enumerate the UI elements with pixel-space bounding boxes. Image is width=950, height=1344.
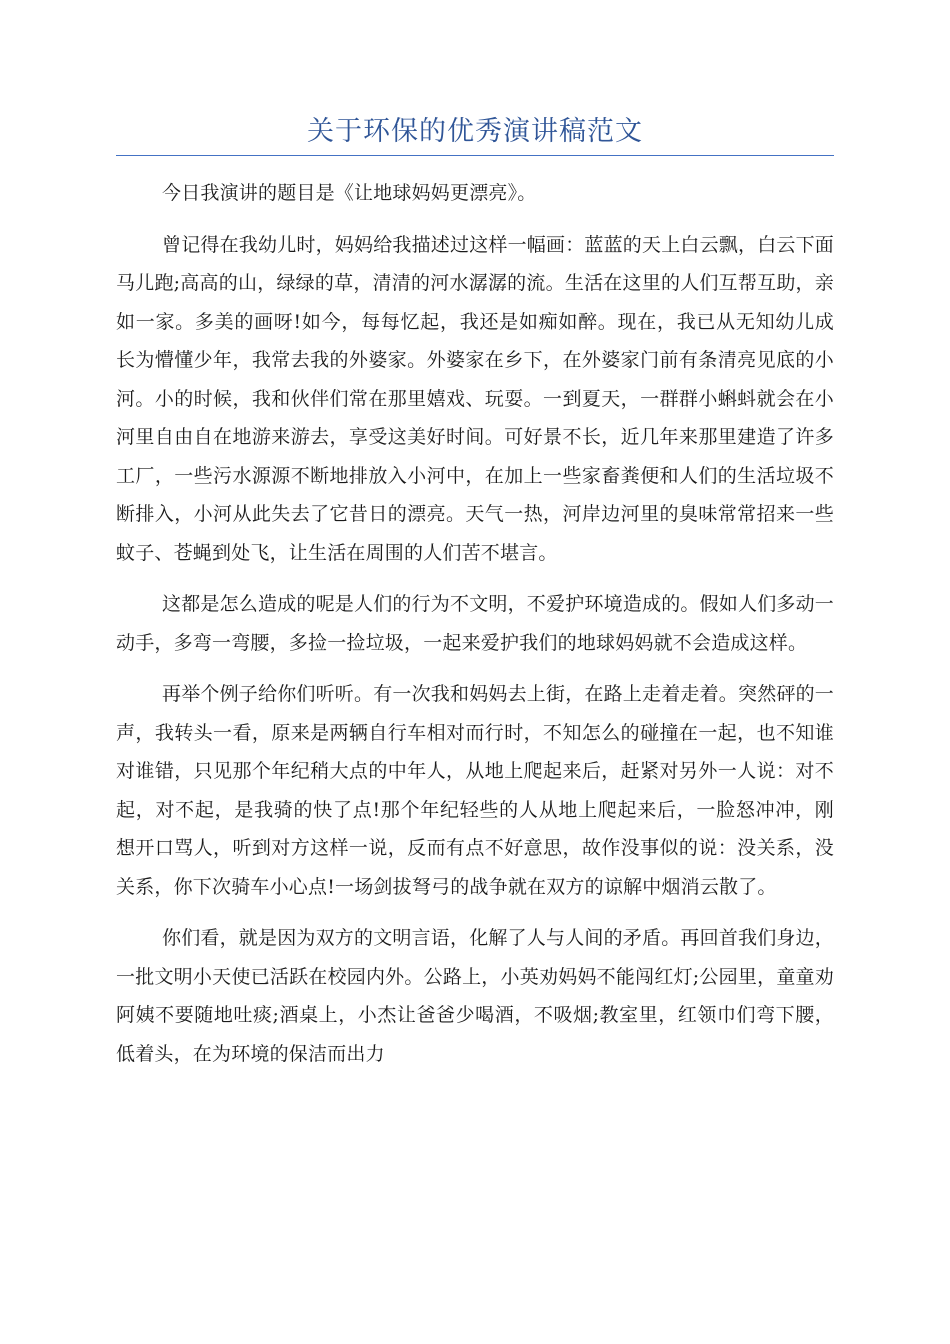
paragraph-1: 今日我演讲的题目是《让地球妈妈更漂亮》。 bbox=[162, 182, 537, 204]
paragraph-3: 这都是怎么造成的呢是人们的行为不文明，不爱护环境造成的。假如人们多动一动手，多弯一弯腰，多捡一捡垃圾，一起来爱护我们的地球妈妈就不会造成这样。 bbox=[116, 593, 835, 654]
document-body bbox=[116, 174, 834, 1086]
document-title: 关于环保的优秀演讲稿范文 bbox=[307, 116, 643, 147]
paragraph-4: 再举个例子给你们听听。有一次我和妈妈去上街，在路上走着走着。突然砰的一声，我转头一看，原来是两辆自行车相对而行时，不知怎么的碰撞在一起，也不知谁对谁错，只见那个年纪稍大点的中年人，从地上爬起来后，赶紧对另外一人说：对不起，对不起，是我骑的快了点!那个年纪轻些的人从地上爬起来后，一脸怒冲冲，刚想开口骂人，听到对方这样一说，反而有点不好意思，故作没事似的说：没关系，没关系，你下次骑车小心点!一场剑拔弩弓的战争就在双方的谅解中烟消云散了。 bbox=[116, 683, 835, 898]
title-underline bbox=[116, 155, 834, 156]
paragraph-5: 你们看，就是因为双方的文明言语，化解了人与人间的矛盾。再回首我们身边，一批文明小天使已活跃在校园内外。公路上，小英劝妈妈不能闯红灯;公园里，童童劝阿姨不要随地吐痰;酒桌上，小杰让爸爸少喝酒，不吸烟;教室里，红领巾们弯下腰，低着头，在为环境的保洁而出力 bbox=[116, 927, 835, 1065]
paragraph-2: 曾记得在我幼儿时，妈妈给我描述过这样一幅画：蓝蓝的天上白云飘，白云下面马儿跑;高高的山，绿绿的草，清清的河水潺潺的流。生活在这里的人们互帮互助，亲如一家。多美的画呀!如今，每每忆起，我还是如痴如醉。现在，我已从无知幼儿成长为懵懂少年，我常去我的外婆家。外婆家在乡下，在外婆家门前有条清亮见底的小河。小的时候，我和伙伴们常在那里嬉戏、玩耍。一到夏天，一群群小蝌蚪就会在小河里自由自在地游来游去，享受这美好时间。可好景不长，近几年来那里建造了许多工厂，一些污水源源不断地排放入小河中，在加上一些家畜粪便和人们的生活垃圾不断排入，小河从此失去了它昔日的漂亮。天气一热，河岸边河里的臭味常常招来一些蚊子、苍蝇到处飞，让生活在周围的人们苦不堪言。 bbox=[116, 233, 835, 564]
